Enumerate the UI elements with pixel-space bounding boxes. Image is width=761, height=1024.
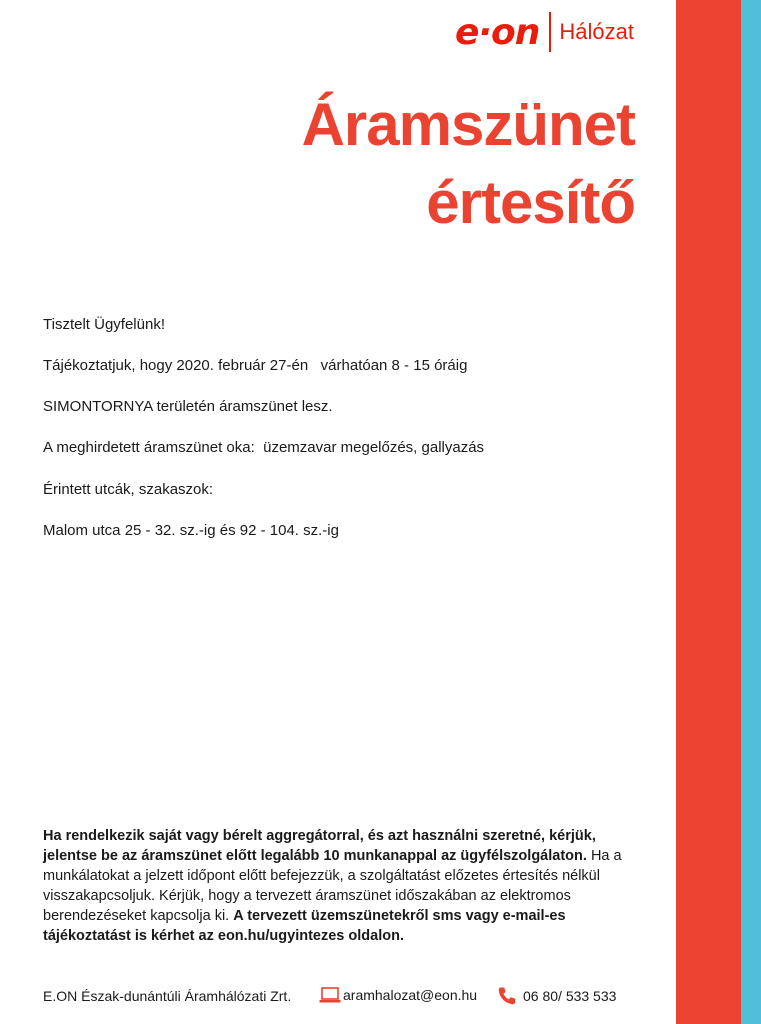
affected-streets: Malom utca 25 - 32. sz.-ig és 92 - 104. sz.-ig — [43, 522, 339, 539]
email-address: aramhalozat@eon.hu — [343, 987, 478, 1003]
blue-side-stripe — [741, 0, 761, 1024]
footer — [43, 986, 643, 1008]
laptop-icon — [319, 986, 341, 1004]
title-line-1: Áramszünet — [301, 91, 635, 158]
outage-location: SIMONTORNYA területén áramszünet lesz. — [43, 398, 333, 415]
phone-number: 06 80/ 533 533 — [523, 988, 617, 1004]
outage-time: Tájékoztatjuk, hogy 2020. február 27-én várhatóan 8 - 15 óráig — [43, 357, 468, 374]
reconnect-notice: Ha a munkálatokat a jelzett időpont előtt befejezzük, a szolgáltatást előzetes értesítés nélkül visszakapcsoljuk. Kérjük, hogy a tervezett áramszünet időszakában az elektromos berendezéseket kapcsolja ki. — [43, 848, 622, 924]
footer-email — [319, 986, 477, 1004]
phone-icon — [497, 986, 517, 1006]
logo-divider — [549, 12, 551, 52]
streets-label: Érintett utcák, szakaszok: — [43, 481, 214, 498]
company-name: E.ON Észak-dunántúli Áramhálózati Zrt. — [43, 988, 292, 1004]
notice-block — [43, 826, 643, 946]
eon-wordmark: e·on — [454, 11, 540, 53]
eon-logo — [455, 10, 634, 54]
logo-division: Hálózat — [559, 19, 634, 44]
title-line-2: értesítő — [426, 169, 635, 236]
generator-notice: Ha rendelkezik saját vagy bérelt aggregátorral, és azt használni szeretné, kérjük, jelentse be az áramszünet előtt legalább 10 munkanappal az ügyfélszolgálaton. — [43, 828, 596, 864]
page-title — [302, 86, 635, 242]
outage-reason: A meghirdetett áramszünet oka: üzemzavar megelőzés, gallyazás — [43, 439, 485, 456]
red-side-stripe — [676, 0, 741, 1024]
subscription-notice: A tervezett üzemszünetekről sms vagy e-mail-es tájékoztatást is kérhet az eon.hu/ugyintezes oldalon. — [43, 908, 566, 944]
footer-phone — [497, 986, 616, 1006]
greeting: Tisztelt Ügyfelünk! — [43, 316, 165, 333]
